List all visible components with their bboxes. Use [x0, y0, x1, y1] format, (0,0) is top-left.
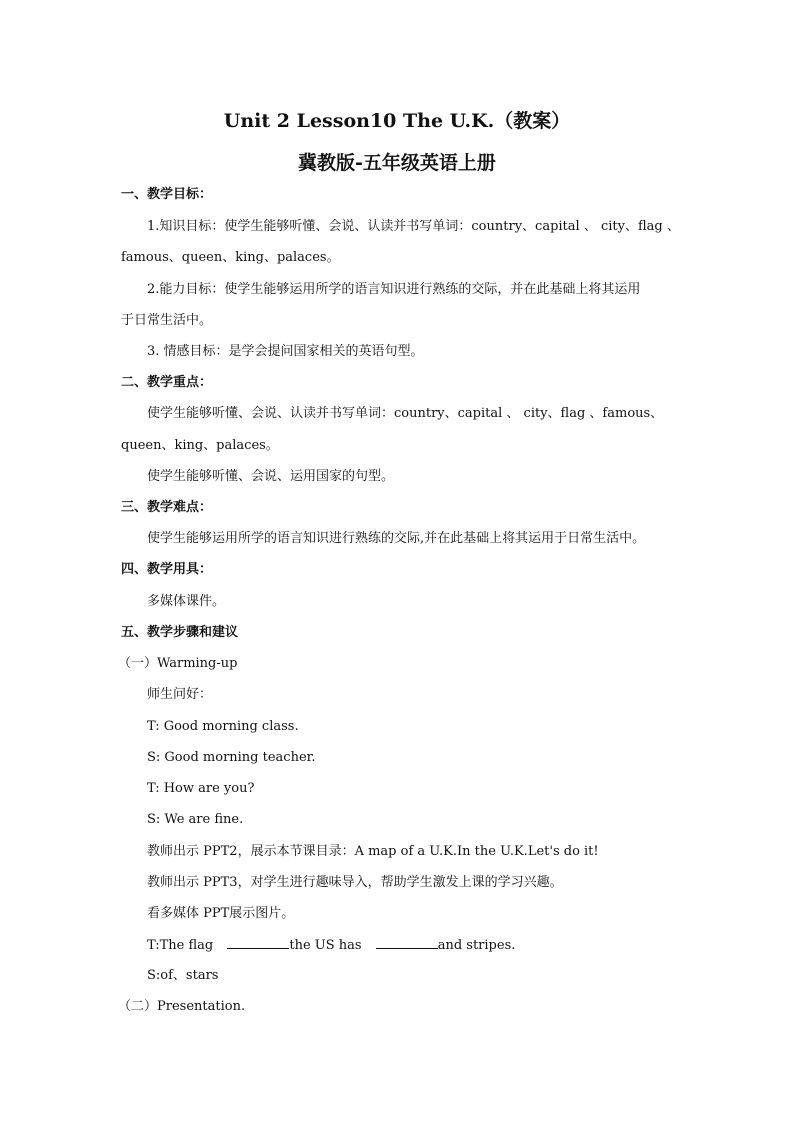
- fill-in-answer: S:of、stars: [147, 968, 219, 983]
- step-greeting: 师生问好：: [147, 687, 213, 702]
- fill-in-sentence: [147, 936, 515, 955]
- paragraph-key-points: 使学生能够听懂、会说、认读并书写单词：country、capital 、 city、flag 、famous、: [147, 406, 664, 421]
- section-heading-key-points: 二、教学重点：: [121, 375, 213, 390]
- paragraph-key-points-cont: queen、king、palaces。: [121, 438, 279, 453]
- page-title: Unit 2 Lesson10 The U.K.（教案）: [223, 110, 571, 132]
- paragraph-emotion-goal: 3. 情感目标：是学会提问国家相关的英语句型。: [147, 344, 424, 359]
- subsection-presentation: （二）Presentation.: [118, 999, 246, 1014]
- dialogue-line-student-2: S: We are fine.: [147, 812, 244, 827]
- subsection-warming-up: （一）Warming-up: [118, 656, 238, 671]
- paragraph-difficulties: 使学生能够运用所学的语言知识进行熟练的交际,并在此基础上将其运用于日常生活中。: [147, 531, 646, 546]
- dialogue-line-student-1: S: Good morning teacher.: [147, 750, 316, 765]
- section-heading-difficulties: 三、教学难点：: [121, 500, 213, 515]
- fill-in-blank-1: [227, 936, 289, 949]
- section-heading-materials: 四、教学用具：: [121, 562, 213, 577]
- fill-in-part-1: T:The flag: [147, 938, 214, 953]
- step-pictures: 看多媒体 PPT展示图片。: [147, 906, 295, 921]
- paragraph-knowledge-goal-cont: famous、queen、king、palaces。: [121, 250, 340, 265]
- paragraph-knowledge-goal: 1.知识目标：使学生能够听懂、会说、认读并书写单词：country、capital 、 city、flag 、: [147, 219, 680, 234]
- paragraph-ability-goal-cont: 于日常生活中。: [121, 313, 213, 328]
- step-ppt3: 教师出示 PPT3，对学生进行趣味导入，帮助学生激发上课的学习兴趣。: [147, 875, 563, 890]
- fill-in-part-2: the US has: [289, 938, 362, 953]
- fill-in-blank-2: [376, 936, 438, 949]
- paragraph-key-points-2: 使学生能够听懂、会说、运用国家的句型。: [147, 469, 395, 484]
- section-heading-steps: 五、教学步骤和建议: [121, 625, 239, 640]
- fill-in-part-3: and stripes.: [437, 938, 516, 953]
- paragraph-materials: 多媒体课件。: [147, 594, 226, 609]
- page-subtitle: 冀教版-五年级英语上册: [298, 152, 496, 174]
- dialogue-line-teacher-1: T: Good morning class.: [147, 719, 299, 734]
- section-heading-objectives: 一、教学目标：: [121, 187, 213, 202]
- paragraph-ability-goal: 2.能力目标：使学生能够运用所学的语言知识进行熟练的交际，并在此基础上将其运用: [147, 282, 641, 297]
- step-ppt2: 教师出示 PPT2，展示本节课目录：A map of a U.K.In the U.K.Let's do it!: [147, 844, 599, 859]
- dialogue-line-teacher-2: T: How are you?: [147, 781, 255, 796]
